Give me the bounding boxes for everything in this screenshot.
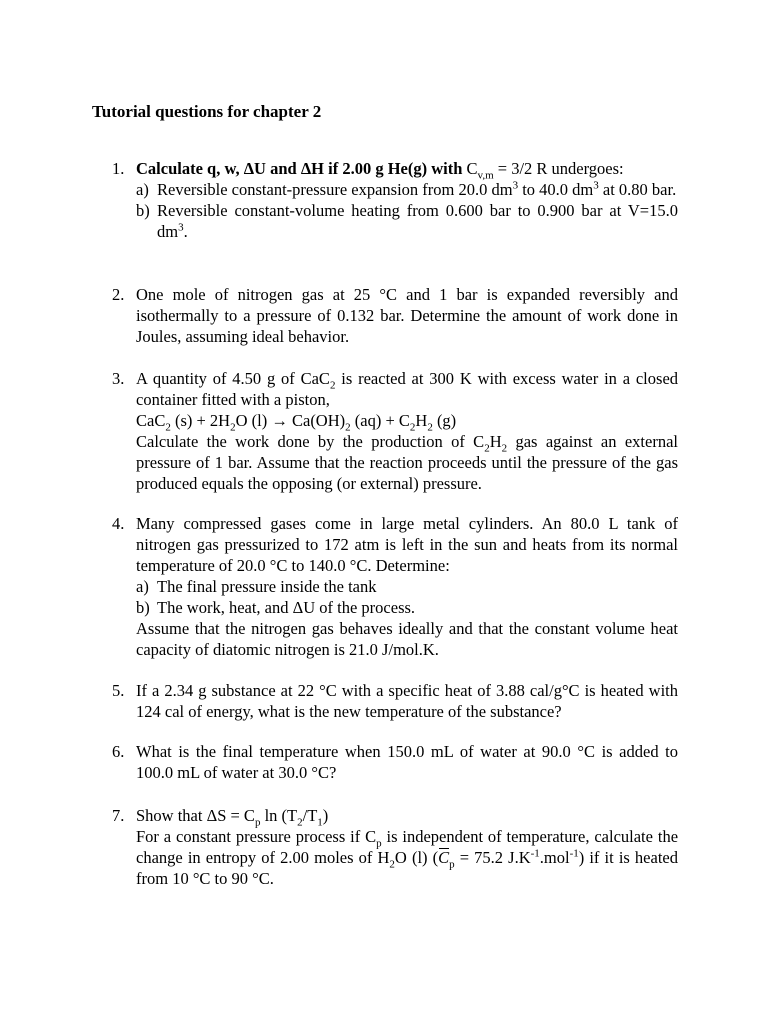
question-3 xyxy=(112,368,678,494)
question-1 xyxy=(112,158,678,242)
question-5 xyxy=(112,680,678,722)
question-intro: A quantity of 4.50 g of CaC$_2$ is reacted at 300 K with excess water in a closed container fitted with a piston, xyxy=(136,369,679,409)
question-assumption: Assume that the nitrogen gas behaves ideally and that the constant volume heat capacity of diatomic nitrogen is 21.0 J/mol.K. xyxy=(136,619,678,659)
molar-heat-capacity-symbol: C xyxy=(438,848,450,867)
question-number: 6. xyxy=(112,742,125,761)
question-body xyxy=(136,158,678,242)
question-body xyxy=(136,805,678,889)
question-number: 4. xyxy=(112,514,125,533)
question-show-that: Show that $\Delta S = C_p$ $\ln (T_2/T_1)$ xyxy=(136,806,329,829)
sub-question-a: a) The final pressure inside the tank xyxy=(136,577,377,596)
question-text: If a 2.34 g substance at 22 °C with a specific heat of 3.88 cal/g°C is heated with 124 cal of energy, what is the new temperature of the substance? xyxy=(136,681,678,721)
sub-question-b: b) Reversible constant-volume heating from 0.600 bar to 0.900 bar at V=15.0 $dm^3$. xyxy=(136,201,678,241)
sub-label: a) xyxy=(136,180,149,199)
reaction-arrow-icon: → xyxy=(271,411,288,430)
sub-label: a) xyxy=(136,577,149,596)
question-4 xyxy=(112,513,678,660)
question-number: 2. xyxy=(112,285,125,304)
sub-question-a: a) Reversible constant-pressure expansion from 20.0 $dm^3$ to 40.0 $dm^3$ at 0.80 bar. xyxy=(136,179,677,199)
question-number: 1. xyxy=(112,159,125,178)
chemical-equation: CaC$_2$ $(s) + 2H_2O$ $(l) \to Ca(OH)_2$ $(aq) + C_2H_2$ (g) xyxy=(136,411,457,434)
question-body xyxy=(136,368,678,494)
sub-question-b: b) The work, heat, and ΔU of the process. xyxy=(136,598,416,617)
question-text: What is the final temperature when 150.0 mL of water at 90.0 °C is added to 100.0 mL of water at 30.0 °C? xyxy=(136,742,678,782)
question-task: Calculate the work done by the production of $C_2H_2$ gas against an external pressure of 1 bar. Assume that the reaction proceeds until the pressure of the gas produced equals the opposing (or external) pressure. xyxy=(136,432,678,493)
question-2 xyxy=(112,284,678,347)
question-number: 7. xyxy=(112,806,125,825)
question-task: For a constant pressure process if $C_p$ is independent of temperature, calculate the change in entropy of 2.00 moles of $H_2O$ (l) ($C_p = 75.2$ $J.K^{-1}.mol^{-1}$) if it is heated from 10 °C to 90 °C. xyxy=(136,827,679,888)
question-stem: Calculate q, w, ΔU and ΔH if 2.00 g He(g) with $C_{v,m} = 3/2$ R undergoes: xyxy=(136,159,624,182)
sub-label: b) xyxy=(136,201,150,220)
question-7 xyxy=(112,805,678,889)
question-intro: Many compressed gases come in large metal cylinders. An 80.0 L tank of nitrogen gas pressurized to 172 atm is left in the sun and heats from its normal temperature of 20.0 °C to 140.0 °C. Determine: xyxy=(136,514,678,575)
question-text: One mole of nitrogen gas at 25 °C and 1 bar is expanded reversibly and isothermally to a pressure of 0.132 bar. Determine the amount of work done in Joules, assuming ideal behavior. xyxy=(136,285,678,346)
question-number: 3. xyxy=(112,369,125,388)
sub-label: b) xyxy=(136,598,150,617)
question-number: 5. xyxy=(112,681,125,700)
document-title: Tutorial questions for chapter 2 xyxy=(92,102,322,121)
question-body xyxy=(136,513,678,660)
question-6 xyxy=(112,741,678,783)
